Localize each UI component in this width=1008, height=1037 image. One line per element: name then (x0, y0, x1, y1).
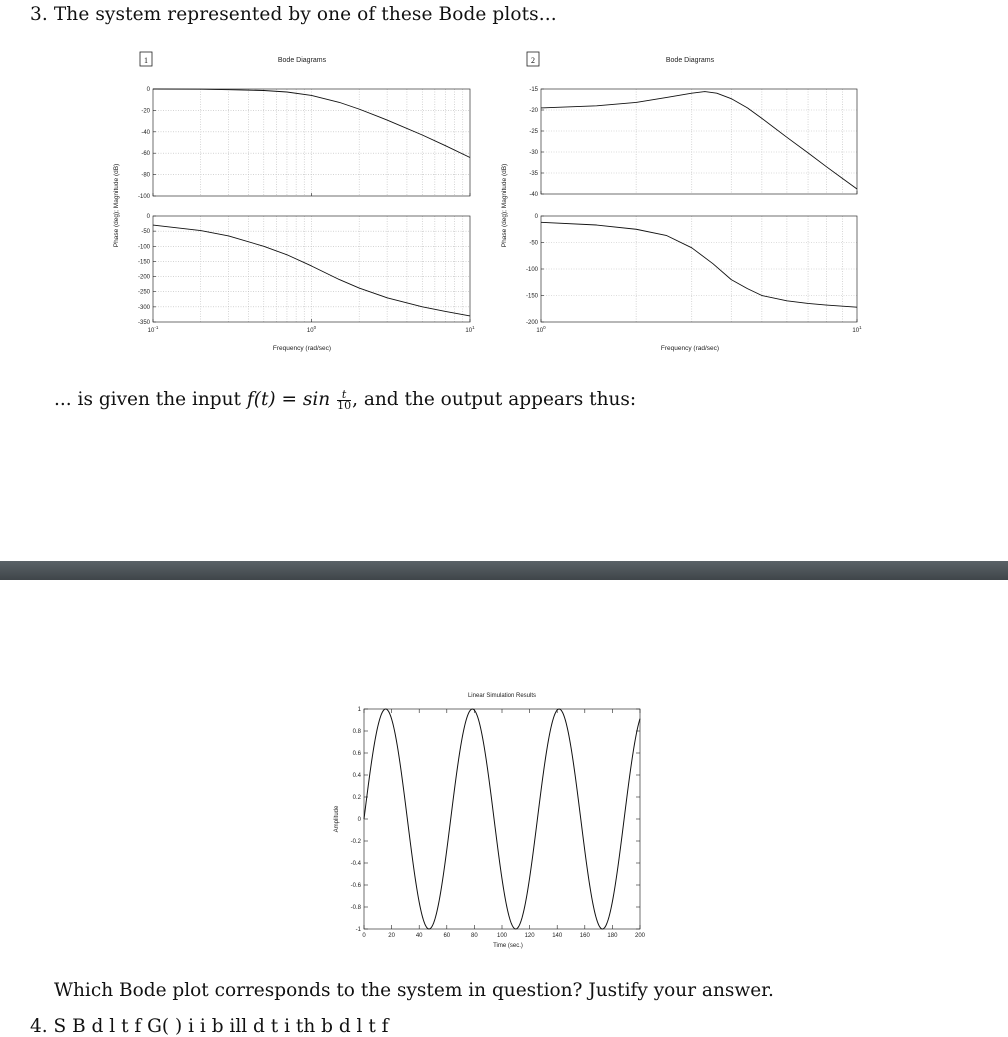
problem-number: 3. (30, 4, 48, 25)
y-tick-label: -300 (137, 304, 150, 311)
input-function: f(t) = sin (246, 389, 331, 410)
input-statement (54, 389, 636, 411)
fraction-numerator: t (337, 390, 351, 401)
y-tick-label: 0 (146, 214, 150, 220)
output-signal-curve (364, 709, 640, 929)
response-curve (541, 222, 857, 307)
x-tick-label: $10^1$ (465, 325, 475, 334)
x-tick-label: 60 (443, 933, 451, 939)
input-suffix: , and the output appears thus: (352, 389, 637, 410)
y-tick-label: 0.8 (352, 729, 361, 735)
x-tick-label: 40 (415, 933, 423, 939)
y-tick-label: -30 (529, 150, 538, 156)
x-tick-exponent: 1 (859, 325, 862, 330)
x-tick-label: $10^1$ (852, 325, 862, 334)
y-tick-label: -50 (529, 240, 538, 247)
x-tick-label: 120 (524, 933, 535, 939)
x-axis-label: Frequency (rad/sec) (660, 345, 720, 352)
y-tick-label: 1 (357, 707, 361, 713)
input-prefix: ... is given the input (54, 389, 241, 410)
simulation-plot (334, 693, 646, 949)
y-tick-label: -150 (137, 259, 150, 266)
y-tick-label: -20 (529, 108, 538, 114)
plot-label: 2 (531, 56, 535, 65)
y-tick-label: -1 (355, 927, 361, 933)
y-tick-label: -0.6 (350, 883, 361, 889)
y-tick-label: -40 (141, 129, 150, 136)
x-tick-label: 20 (388, 933, 395, 939)
page-divider (0, 561, 1008, 580)
y-axis-label: Amplitude (334, 805, 340, 833)
x-tick-label: 100 (496, 933, 508, 939)
x-tick-label: 200 (634, 933, 646, 939)
magnitude-panel (138, 87, 470, 200)
plot-frame (364, 709, 640, 929)
y-tick-label: -350 (137, 320, 150, 326)
x-tick-exponent: -1 (154, 325, 159, 330)
x-axis-label: Frequency (rad/sec) (272, 345, 332, 352)
y-axis-label: Phase (deg); Magnitude (dB) (501, 163, 508, 248)
y-tick-label: -200 (525, 320, 538, 326)
x-tick-label: $10^0$ (536, 325, 546, 334)
y-tick-label: 0.4 (352, 773, 361, 779)
x-tick-label: 80 (471, 933, 478, 939)
y-tick-label: -250 (137, 289, 150, 296)
y-tick-label: -20 (141, 108, 150, 115)
y-axis-label: Phase (deg); Magnitude (dB) (113, 163, 120, 248)
y-tick-label: -0.8 (350, 905, 361, 911)
y-tick-label: -40 (529, 192, 538, 198)
plot-title: Linear Simulation Results (467, 693, 537, 699)
response-curve (541, 92, 857, 189)
next-problem-cutoff: 4. S B d l t f G( ) i i b ill d t i th b d l t f (30, 1016, 389, 1037)
y-tick-label: -0.4 (350, 861, 361, 867)
y-tick-label: 0 (146, 87, 150, 93)
y-tick-label: -25 (529, 129, 538, 135)
x-tick-label: 140 (552, 933, 563, 939)
y-tick-label: 0.6 (352, 751, 361, 757)
x-tick-label: $10^0$ (306, 325, 317, 334)
y-tick-label: 0 (534, 214, 538, 220)
x-tick-exponent: 0 (543, 325, 546, 330)
x-tick-label: 160 (579, 933, 590, 939)
y-tick-label: -100 (137, 194, 150, 200)
y-tick-label: 0 (357, 817, 361, 823)
problem-intro-text: The system represented by one of these Bode plots... (53, 4, 557, 25)
x-tick-exponent: 0 (313, 325, 317, 330)
x-tick-exponent: 1 (472, 325, 475, 330)
phase-panel (138, 214, 475, 334)
y-tick-label: -100 (525, 267, 538, 273)
magnitude-panel (529, 87, 857, 198)
y-tick-label: -50 (141, 229, 150, 236)
plot-label: 1 (144, 56, 148, 65)
y-tick-label: -100 (137, 244, 150, 251)
x-tick-label: $10^{-1}$ (147, 325, 159, 334)
bode-plot-2 (501, 52, 862, 352)
plot-frame (541, 89, 857, 194)
y-tick-label: -60 (141, 151, 150, 158)
x-axis-label: Time (sec.) (493, 943, 523, 949)
bode-figure (0, 0, 1008, 360)
y-tick-label: -0.2 (350, 839, 361, 845)
y-tick-label: -35 (529, 171, 538, 177)
phase-panel (526, 214, 862, 334)
plot-title: Bode Diagrams (665, 57, 715, 64)
question-text: Which Bode plot corresponds to the system in question? Justify your answer. (54, 980, 774, 1001)
x-tick-label: 180 (607, 933, 618, 939)
y-tick-label: -15 (529, 87, 538, 93)
y-tick-label: -80 (141, 172, 150, 179)
bode-plot-1 (113, 52, 475, 352)
fraction-denominator: 10 (337, 398, 352, 412)
y-tick-label: -200 (137, 274, 150, 281)
input-fraction (337, 387, 352, 412)
x-tick-label: 0 (362, 933, 366, 939)
plot-title: Bode Diagrams (277, 57, 327, 64)
y-tick-label: -150 (525, 293, 538, 300)
y-tick-label: 0.2 (352, 795, 361, 801)
